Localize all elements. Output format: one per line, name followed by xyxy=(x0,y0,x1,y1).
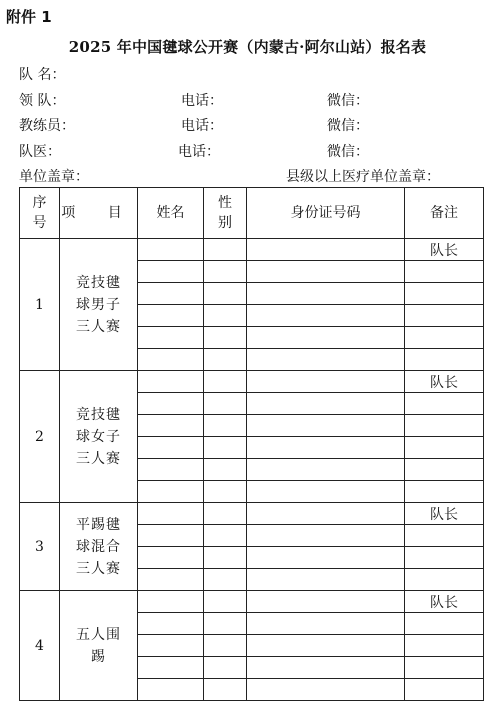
event-name-line: 球男子 xyxy=(76,296,121,313)
gender-cell[interactable] xyxy=(204,437,247,459)
captain-remark: 队长 xyxy=(405,371,484,393)
captain-remark: 队长 xyxy=(405,239,484,261)
remark-cell[interactable] xyxy=(405,305,484,327)
remark-cell[interactable] xyxy=(405,613,484,635)
registration-table xyxy=(19,187,484,701)
event-name xyxy=(60,503,138,591)
id-number-cell[interactable] xyxy=(247,613,405,635)
attachment-label: 附件 1 xyxy=(6,8,52,26)
id-number-cell[interactable] xyxy=(247,679,405,701)
remark-cell[interactable] xyxy=(405,283,484,305)
captain-remark: 队长 xyxy=(405,591,484,613)
gender-cell[interactable] xyxy=(204,525,247,547)
gender-cell[interactable] xyxy=(204,459,247,481)
gender-cell[interactable] xyxy=(204,371,247,393)
team-doctor-field: 队医： xyxy=(19,144,61,160)
gender-cell[interactable] xyxy=(204,635,247,657)
event-name xyxy=(60,371,138,503)
event-name xyxy=(60,591,138,701)
gender-cell[interactable] xyxy=(204,613,247,635)
id-number-cell[interactable] xyxy=(247,591,405,613)
event-number: 4 xyxy=(20,591,60,701)
name-cell[interactable] xyxy=(138,371,204,393)
coach-wechat-field: 微信： xyxy=(327,118,369,134)
event-name-line: 球混合 xyxy=(76,538,121,555)
event-name-line: 五人围 xyxy=(76,626,121,643)
id-number-cell[interactable] xyxy=(247,327,405,349)
name-cell[interactable] xyxy=(138,591,204,613)
event-name-line: 三人赛 xyxy=(76,318,121,335)
id-number-cell[interactable] xyxy=(247,547,405,569)
remark-cell[interactable] xyxy=(405,481,484,503)
name-cell[interactable] xyxy=(138,261,204,283)
name-cell[interactable] xyxy=(138,547,204,569)
gender-cell[interactable] xyxy=(204,239,247,261)
name-cell[interactable] xyxy=(138,569,204,591)
team-leader-field: 领 队： xyxy=(19,93,66,109)
id-number-cell[interactable] xyxy=(247,657,405,679)
name-cell[interactable] xyxy=(138,459,204,481)
header-remark: 备注 xyxy=(405,188,484,239)
name-cell[interactable] xyxy=(138,305,204,327)
id-number-cell[interactable] xyxy=(247,415,405,437)
event-name-line: 竞技毽 xyxy=(76,406,121,423)
gender-cell[interactable] xyxy=(204,569,247,591)
name-cell[interactable] xyxy=(138,481,204,503)
event-name-line: 三人赛 xyxy=(76,450,121,467)
remark-cell[interactable] xyxy=(405,261,484,283)
header-name: 姓名 xyxy=(138,188,204,239)
id-number-cell[interactable] xyxy=(247,481,405,503)
remark-cell[interactable] xyxy=(405,349,484,371)
event-number: 2 xyxy=(20,371,60,503)
remark-cell[interactable] xyxy=(405,635,484,657)
gender-cell[interactable] xyxy=(204,261,247,283)
table-row xyxy=(20,591,484,613)
id-number-cell[interactable] xyxy=(247,525,405,547)
event-name-line: 三人赛 xyxy=(76,560,121,577)
name-cell[interactable] xyxy=(138,657,204,679)
event-number: 3 xyxy=(20,503,60,591)
remark-cell[interactable] xyxy=(405,657,484,679)
id-number-cell[interactable] xyxy=(247,569,405,591)
remark-cell[interactable] xyxy=(405,679,484,701)
id-number-cell[interactable] xyxy=(247,283,405,305)
id-number-cell[interactable] xyxy=(247,635,405,657)
form-title: 2025 年中国毽球公开赛（内蒙古·阿尔山站）报名表 xyxy=(68,38,427,56)
gender-cell[interactable] xyxy=(204,657,247,679)
name-cell[interactable] xyxy=(138,437,204,459)
remark-cell[interactable] xyxy=(405,415,484,437)
gender-cell[interactable] xyxy=(204,547,247,569)
captain-remark: 队长 xyxy=(405,503,484,525)
remark-cell[interactable] xyxy=(405,547,484,569)
county-medical-seal-field: 县级以上医疗单位盖章： xyxy=(286,169,440,185)
remark-cell[interactable] xyxy=(405,525,484,547)
gender-cell[interactable] xyxy=(204,415,247,437)
id-number-cell[interactable] xyxy=(247,437,405,459)
header-number: 序 号 xyxy=(20,188,60,239)
gender-cell[interactable] xyxy=(204,393,247,415)
table-header-row xyxy=(20,188,484,239)
team-name-field: 队 名： xyxy=(19,67,66,83)
remark-cell[interactable] xyxy=(405,569,484,591)
coach-phone-field: 电话： xyxy=(181,118,223,134)
name-cell[interactable] xyxy=(138,679,204,701)
name-cell[interactable] xyxy=(138,393,204,415)
id-number-cell[interactable] xyxy=(247,393,405,415)
table-row xyxy=(20,503,484,525)
gender-cell[interactable] xyxy=(204,305,247,327)
remark-cell[interactable] xyxy=(405,393,484,415)
registration-table-container xyxy=(19,187,483,701)
gender-cell[interactable] xyxy=(204,591,247,613)
name-cell[interactable] xyxy=(138,349,204,371)
name-cell[interactable] xyxy=(138,503,204,525)
doctor-phone-field: 电话： xyxy=(178,144,220,160)
leader-wechat-field: 微信： xyxy=(327,93,369,109)
name-cell[interactable] xyxy=(138,613,204,635)
header-item: 项 目 xyxy=(60,188,138,239)
name-cell[interactable] xyxy=(138,525,204,547)
coach-field: 教练员： xyxy=(19,118,75,134)
event-name xyxy=(60,239,138,371)
event-name-line: 平踢毽 xyxy=(76,516,121,533)
id-number-cell[interactable] xyxy=(247,459,405,481)
id-number-cell[interactable] xyxy=(247,239,405,261)
name-cell[interactable] xyxy=(138,327,204,349)
gender-cell[interactable] xyxy=(204,349,247,371)
event-name-line: 踢 xyxy=(91,648,106,665)
id-number-cell[interactable] xyxy=(247,305,405,327)
id-number-cell[interactable] xyxy=(247,261,405,283)
gender-cell[interactable] xyxy=(204,679,247,701)
remark-cell[interactable] xyxy=(405,327,484,349)
gender-cell[interactable] xyxy=(204,327,247,349)
name-cell[interactable] xyxy=(138,415,204,437)
leader-phone-field: 电话： xyxy=(181,93,223,109)
id-number-cell[interactable] xyxy=(247,371,405,393)
event-name-line: 竞技毽 xyxy=(76,274,121,291)
gender-cell[interactable] xyxy=(204,503,247,525)
event-number: 1 xyxy=(20,239,60,371)
event-name-line: 球女子 xyxy=(76,428,121,445)
gender-cell[interactable] xyxy=(204,283,247,305)
doctor-wechat-field: 微信： xyxy=(327,144,369,160)
remark-cell[interactable] xyxy=(405,459,484,481)
header-id-number: 身份证号码 xyxy=(247,188,405,239)
id-number-cell[interactable] xyxy=(247,503,405,525)
header-gender: 性 别 xyxy=(204,188,247,239)
id-number-cell[interactable] xyxy=(247,349,405,371)
name-cell[interactable] xyxy=(138,635,204,657)
name-cell[interactable] xyxy=(138,283,204,305)
remark-cell[interactable] xyxy=(405,437,484,459)
unit-seal-field: 单位盖章： xyxy=(19,169,89,185)
gender-cell[interactable] xyxy=(204,481,247,503)
table-row xyxy=(20,371,484,393)
table-row xyxy=(20,239,484,261)
name-cell[interactable] xyxy=(138,239,204,261)
